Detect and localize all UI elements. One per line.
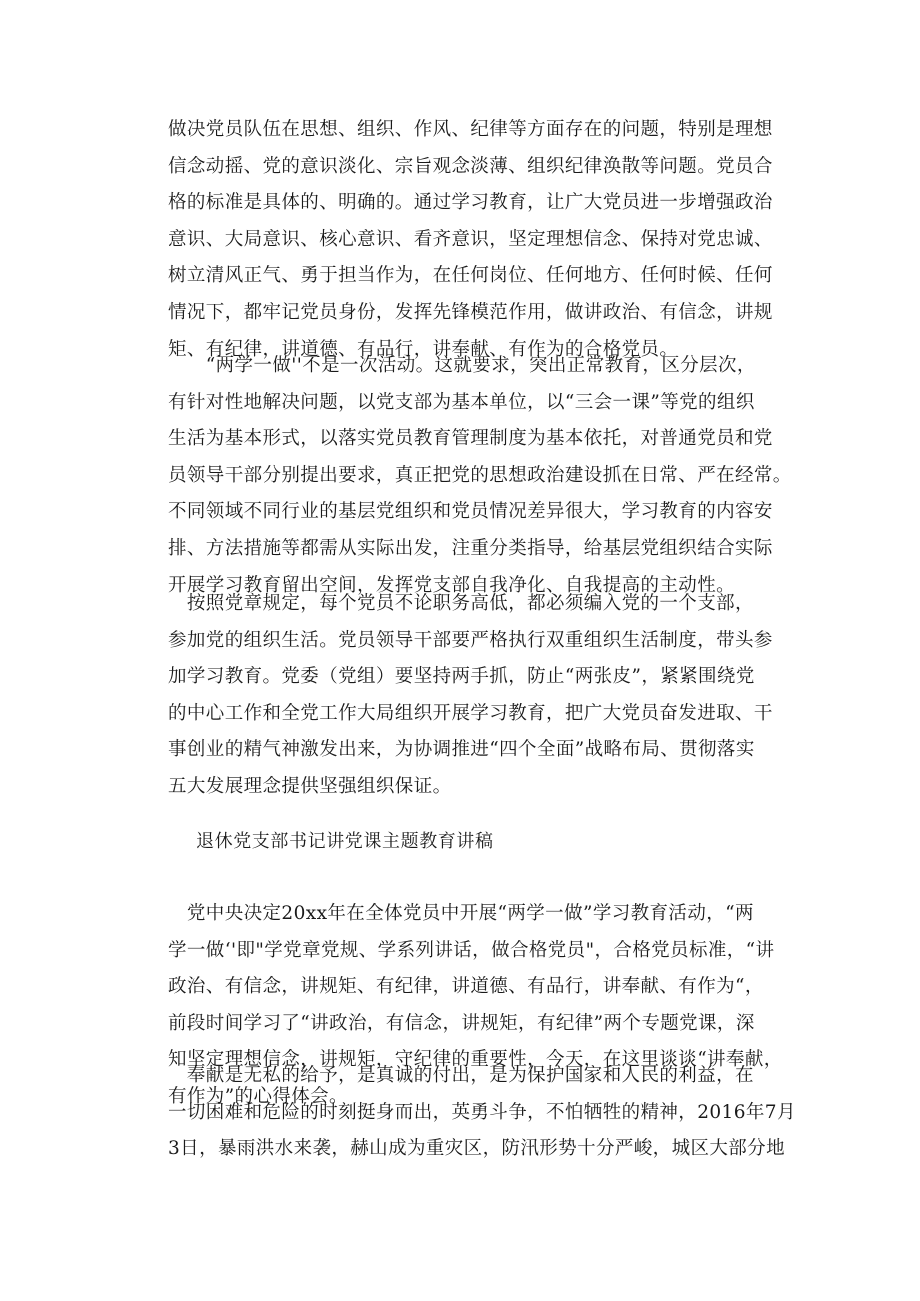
text-line: 的中心工作和全党工作大局组织开展学习教育，把广大党员奋发进取、干: [168, 702, 773, 724]
text-line: “两学一做''不是一次活动。这就要求，突出正常教育，区分层次，: [168, 355, 756, 376]
text-line: 员领导干部分别提出要求，真正把党的思想政治建设抓在日常、严在经常。: [168, 464, 792, 486]
paragraph-3: [168, 586, 788, 806]
section-title: 退休党支部书记讲党课主题教育讲稿: [196, 831, 494, 852]
text-line: 事创业的精气神激发出来，为协调推进“四个全面”战略布局、贯彻落实: [168, 739, 755, 761]
text-line: 知坚定理想信念，讲规矩，守纪律的重要性，今天，在这里谈谈“讲奉献，: [168, 1049, 783, 1071]
text-line: 一切困难和危险的时刻挺身而出，英勇斗争，不怕牺牲的精神，2016年7月: [168, 1101, 796, 1123]
text-line: 生活为基本形式，以落实党员教育管理制度为基本依托，对普通党员和党: [168, 428, 773, 450]
paragraph-2: [168, 348, 792, 604]
text-line: 按照党章规定，每个党员不论职务高低，都必须编入党的一个支部，: [168, 593, 754, 614]
text-line: 开展学习教育留出空间，发挥党支部自我净化、自我提高的主动性。: [168, 574, 736, 596]
text-line: 有针对性地解决问题，以党支部为基本单位，以“三会一课”等党的组织: [168, 391, 755, 413]
text-line: 做决党员队伍在思想、组织、作风、纪律等方面存在的问题，特别是理想: [168, 119, 773, 140]
text-line: 奉献是无私的给予，是真诚的付出，是为保护国家和人民的利益，在: [168, 1065, 754, 1086]
text-line: 格的标准是具体的、明确的。通过学习教育，让广大党员进一步增强政治: [168, 192, 773, 214]
text-line: 信念动摇、党的意识淡化、宗旨观念淡薄、组织纪律涣散等问题。党员合: [168, 155, 773, 177]
text-line: 政治、有信念，讲规矩、有纪律，讲道德、有品行，讲奉献、有作为“，: [168, 976, 764, 998]
text-line: 参加党的组织生活。党员领导干部要严格执行双重组织生活制度，带头参: [168, 629, 773, 651]
text-line: 意识、大局意识、核心意识、看齐意识，坚定理想信念、保持对党忠诚、: [168, 228, 773, 250]
text-line: 有作为”的心得体会。: [168, 1085, 348, 1107]
text-line: 情况下，都牢记党员身份，发挥先锋模范作用，做讲政治、有信念，讲规: [168, 301, 773, 323]
text-line: 不同领域不同行业的基层党组织和党员情况差异很大，学习教育的内容安: [168, 501, 773, 523]
text-line: 矩、有纪律，讲道德、有品行，讲奉献、有作为的合格党员。: [168, 338, 679, 360]
text-line: 排、方法措施等都需从实际出发，注重分类指导，给基层党组织结合实际: [168, 537, 773, 559]
text-line: 前段时间学习了“讲政治，有信念，讲规矩，有纪律”两个专题党课，深: [168, 1012, 755, 1034]
text-line: 党中央决定20xx年在全体党员中开展“两学一做”学习教育活动，“两: [168, 903, 754, 924]
paragraph-1: [168, 112, 788, 368]
text-line: 学一做‘'即"学党章党规、学系列讲话，做合格党员"，合格党员标准，“讲: [168, 939, 775, 961]
text-line: 树立清风正气、勇于担当作为，在任何岗位、任何地方、任何时候、任何: [168, 265, 773, 287]
text-line: 五大发展理念提供坚强组织保证。: [168, 775, 452, 797]
text-line: 3日，暴雨洪水来袭，赫山成为重灾区，防汛形势十分严峻，城区大部分地: [168, 1138, 785, 1160]
text-line: 加学习教育。党委（党组）要坚持两手抓，防止“两张皮”，紧紧围绕党: [168, 666, 755, 688]
paragraph-5: [168, 1058, 796, 1168]
